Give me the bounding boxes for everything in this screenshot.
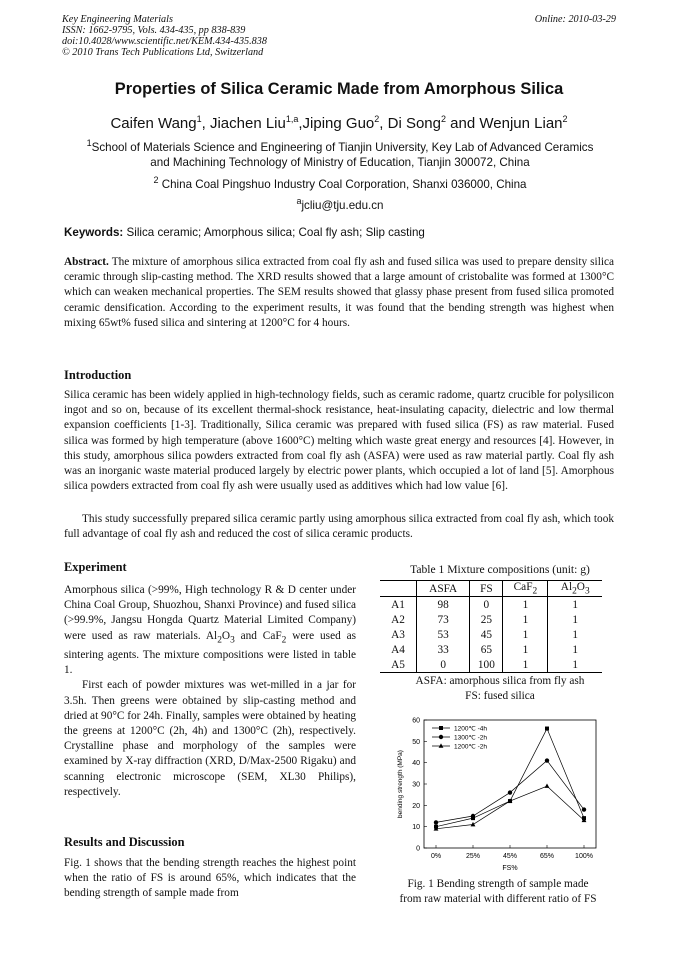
col-asfa: ASFA [417,581,470,597]
aff2-text: China Coal Pingshuo Industry Coal Corporation, Shanxi 036000, China [161,178,527,191]
data-point-series-2 [582,807,586,811]
x-axis-label: FS% [502,865,518,872]
figure1-caption [378,877,618,907]
keywords-label: Keywords: [64,226,124,239]
y-tick-label: 40 [412,760,420,768]
legend-label-3: 1200℃ -2h [454,743,487,751]
introduction-p2: This study successfully prepared silica ceramic partly using amorphous silica extracted from coal fly ash, which took full advantage of coal fly ash and reduced the cost of silica ceramic products. [64,513,614,541]
abstract-text: The mixture of amorphous silica extracted from coal fly ash and fused silica was used to prepare density silica ceramic through slip-casting method. The XRD results showed that a large amount of cristobalite was formed at 1300°C which can weaken mechanical properties. The SEM results showed that glassy phase present from fused silica promoted ceramic densification. According to the experiment results, it was found that the bending strength was highest when mixing 65wt% fused silica and sintering at 1200°C for 4 hours. [64,256,614,329]
col-fs: FS [470,581,503,597]
introduction-p1: Silica ceramic has been widely applied in high-technology fields, such as ceramic radome, quartz crucible for polysilicon ingot and so on, because of its excellent thermal-shock resistance, heat-insulating capacity, dielectric and low thermal expansion coefficients [1-3]. Traditionally, Silica ceramic was prepared with fused silica (FS) as raw material. Fused silica was formed by high temperature (above 1600°C) melting which waste great energy and resources [4]. However, in this study, amorphous silica powders extracted from coal fly ash (ASFA) were used as raw material partly. Coal fly ash was an inorganic waste material produced largely by electric power plants, which occupied a lot of land [5]. Amorphous silica powders extracted from coal fly ash were usually used as additives which had low value [6]. [64,389,614,493]
table-row: A3 53 45 1 1 [380,627,602,642]
table1-note-fs: FS: fused silica [465,690,535,702]
issn-line: ISSN: 1662-9795, Vols. 434-435, pp 838-839 [62,25,246,36]
author-sup: 1 [196,114,202,124]
author-sup: 2 [374,114,380,124]
y-tick-label: 30 [412,781,420,789]
table-row: A4 33 65 1 1 [380,642,602,657]
author-sup: 2 [441,114,447,124]
author-sup: 2 [562,114,568,124]
affiliation-2 [64,177,616,192]
aff-sup: 1 [86,138,92,149]
data-point-series-2 [471,814,475,818]
table-row: A1 98 0 1 1 [380,597,602,613]
author-name: Di Song [387,115,441,132]
y-tick-label: 20 [412,802,420,810]
experiment-p2: First each of powder mixtures was wet-milled in a jar for 3.5h. Then greens were obtained by slip-casting method and dried at 90°C for 24h. Finally, samples were obtained by heating the greens at 1200°C (2h, 4h) and 1300°C (2h), respectively. Crystalline phase and morphology of the samples were examined by X-ray diffraction (XRD, D/Max-2500 Rigaku) and scanning electronic microscope (SEM, XL30 Philips), respectively. [64,679,356,798]
experiment-p1: Amorphous silica (>99%, High technology R & D center under China Coal Group, Shuozhou, Shanxi Province) and fused silica (>99.9%, Jangsu Hongda Quartz Material Limited Company) were used as raw materials. $Al_2O_3$ and CaF$_2$ were used as sintering agents. The mixture compositions were listed in table 1. [64,584,357,677]
author-name: Caifen Wang [110,115,197,132]
data-point-series-1 [545,727,549,731]
x-tick-label: 45% [502,853,518,860]
author-list: Caifen Wang$^1$, Jiachen Liu$^{1,a}$,Jiping Guo$^2$, Di Song$^2$ and Wenjun Lian$^2$ [110,114,568,132]
experiment-body [64,583,356,800]
email-sup: a [296,196,302,207]
table1-note-asfa: ASFA: amorphous silica from fly ash [415,675,585,687]
aff-sup: 2 [153,175,159,186]
table-row: A2 73 25 1 1 [380,612,602,627]
results-heading: Results and Discussion [64,835,185,849]
results-p1: Fig. 1 shows that the bending strength reaches the highest point when the ratio of FS is around 65%, which indicates that the bending strength of sample made from [64,857,356,900]
bending-strength-chart [390,712,610,878]
legend-marker-2 [439,735,443,739]
aff1-line2: and Machining Technology of Ministry of Education, Tianjin 300072, China [150,156,530,169]
table1-note [380,674,620,704]
email-line [64,198,616,213]
doi-line: doi:10.4028/www.scientific.net/KEM.434-435.838 [62,36,267,47]
abstract [64,255,614,331]
data-point-series-2 [434,820,438,824]
experiment-heading: Experiment [64,560,127,574]
figure1-caption-line2: from raw material with different ratio of FS [399,893,597,905]
data-point-series-2 [545,758,549,762]
author-sup: 1,a [285,114,299,124]
x-tick-label: 65% [539,853,555,860]
col-caf2: CaF$_2$ [503,581,548,597]
paper-title: Properties of Silica Ceramic Made from Amorphous Silica [114,80,564,98]
mixture-table [380,580,602,673]
y-tick-label: 60 [412,717,420,725]
data-point-series-2 [508,790,512,794]
legend-label-2: 1300℃ -2h [454,734,487,742]
legend-marker-1 [439,726,443,730]
table-header-row [380,581,602,597]
table-row: A5 0 100 1 1 [380,657,602,673]
table1-caption: Table 1 Mixture compositions (unit: g) [410,563,590,576]
journal-header [62,14,267,58]
copyright-line: © 2010 Trans Tech Publications Ltd, Switzerland [62,47,264,58]
y-tick-label: 0 [416,845,420,853]
journal-name: Key Engineering Materials [62,14,173,25]
aff1-line1: School of Materials Science and Engineering of Tianjin University, Key Lab of Advanced Ceramics [91,141,594,154]
introduction-heading: Introduction [64,368,132,382]
legend-marker-3 [439,743,444,747]
y-tick-label: 10 [412,824,420,832]
x-tick-label: 0% [430,853,442,860]
y-axis-label: bending strength (MPa) [397,750,404,818]
data-point-series-3 [545,784,550,788]
author-name: Wenjun Lian [479,115,563,132]
author-name: Jiping Guo [302,115,375,132]
abstract-label: Abstract. [64,256,109,268]
email-link[interactable]: jcliu@tju.edu.cn [301,199,384,212]
x-tick-label: 25% [465,853,481,860]
affiliation-1 [64,140,616,170]
col-al2o3: $Al_2O_3$ [560,581,590,597]
author-name: Jiachen Liu [209,115,286,132]
figure1-caption-line1: Fig. 1 Bending strength of sample made [407,878,589,890]
x-tick-label: 100% [575,853,593,860]
legend-label-1: 1200℃ -4h [454,725,487,733]
keywords-text: Silica ceramic; Amorphous silica; Coal fly ash; Slip casting [126,226,425,239]
online-date: Online: 2010-03-29 [534,14,616,25]
data-point-series-3 [471,822,476,826]
keywords [64,226,425,239]
y-tick-label: 50 [412,738,420,746]
